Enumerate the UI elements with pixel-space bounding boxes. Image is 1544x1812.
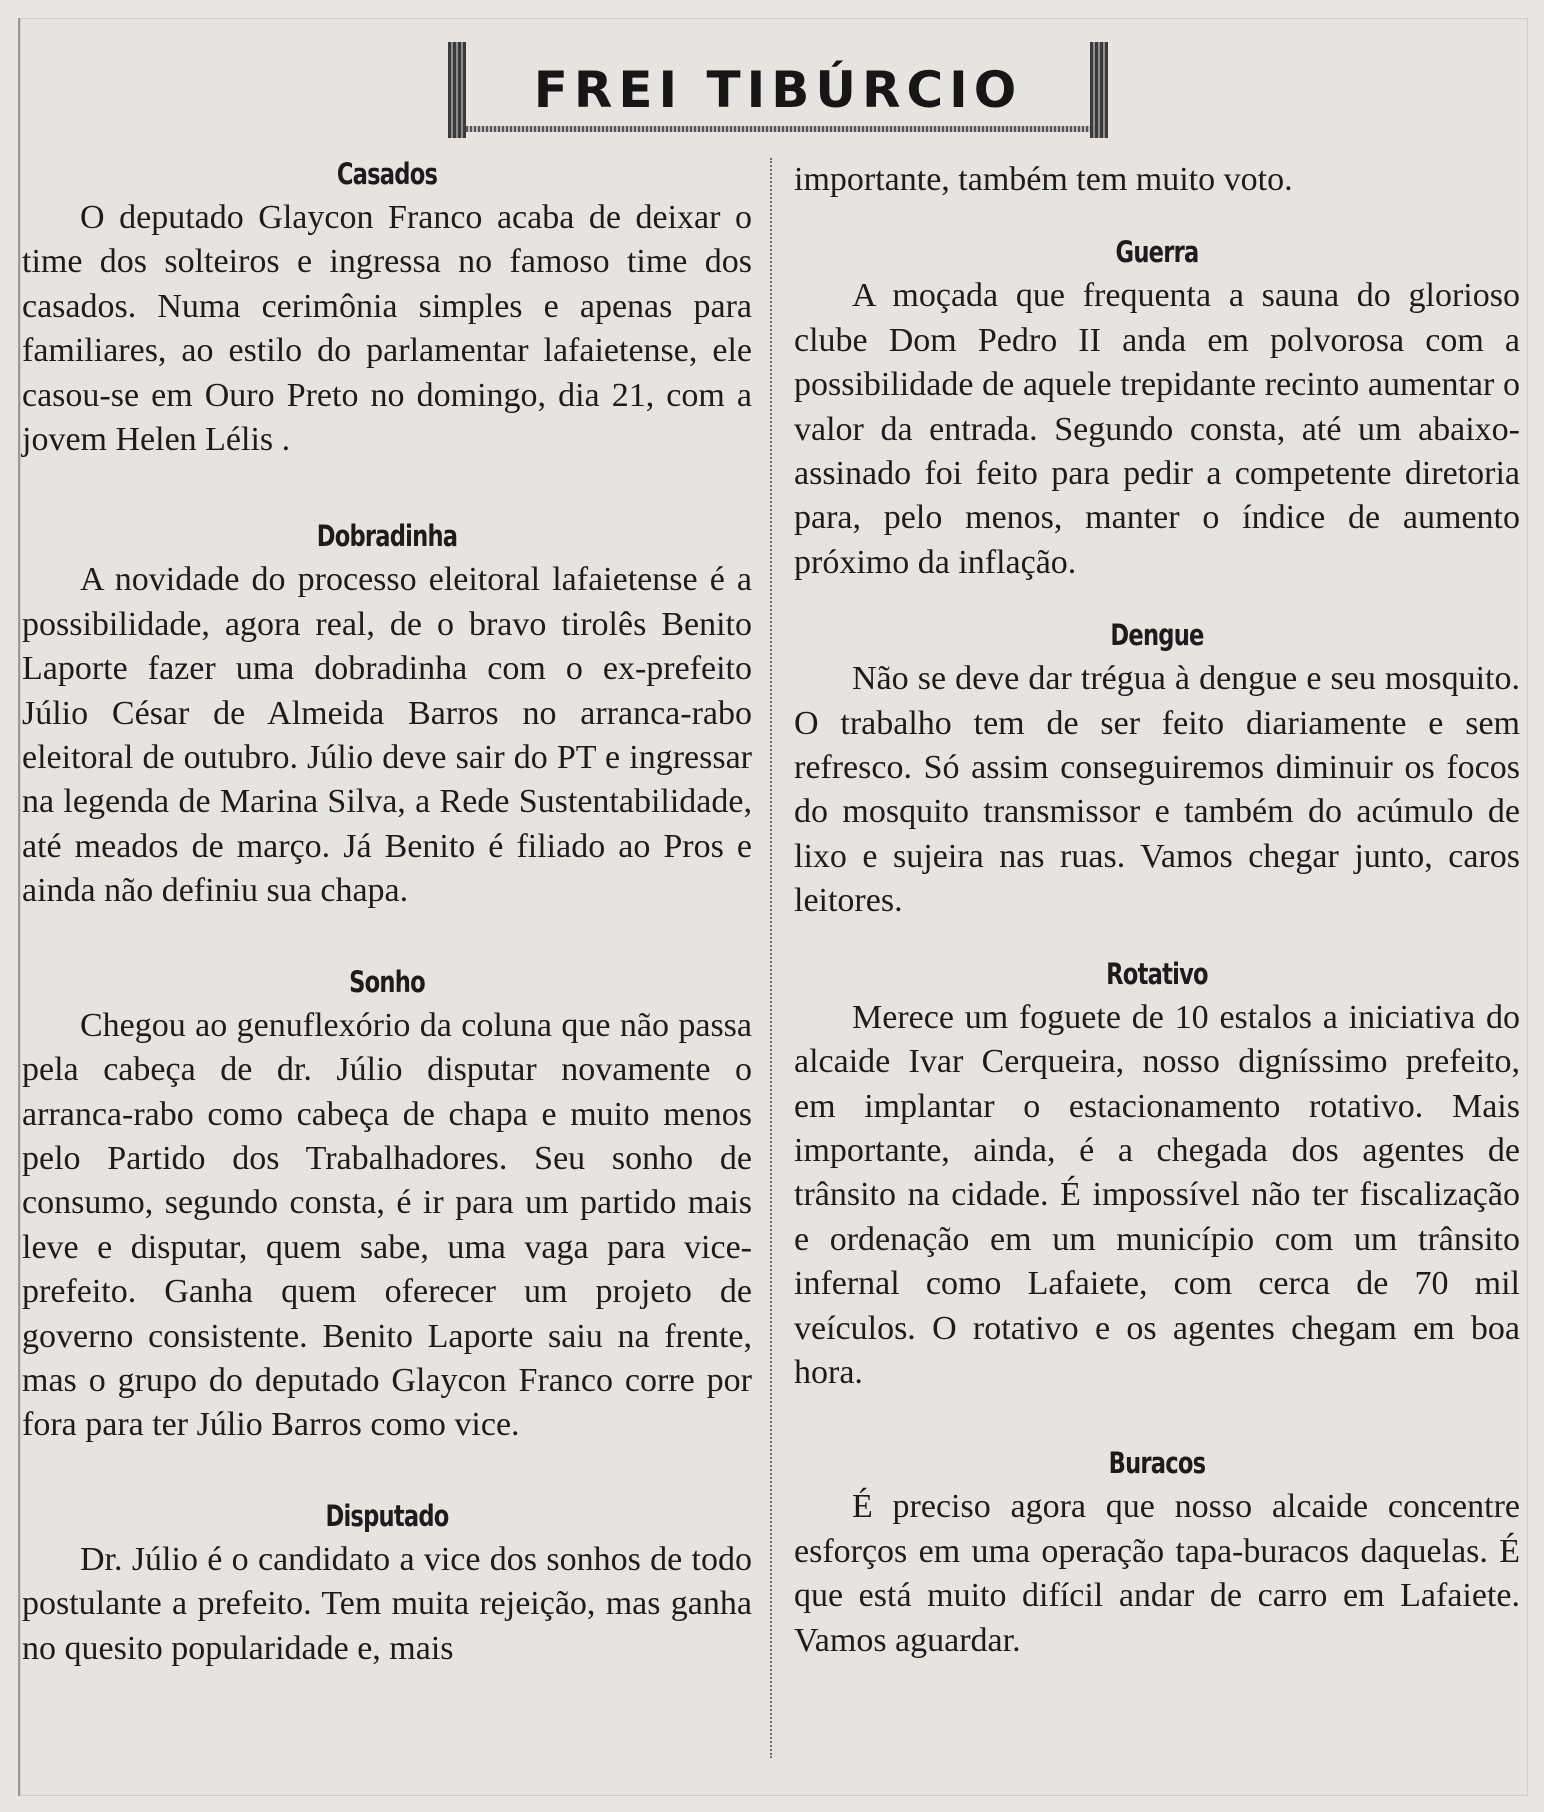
section-paragraph: Chegou ao genuflexório da coluna que não passa pela cabeça de dr. Júlio disputar novamente o arranca-rabo como cabeça de chapa e muito menos pelo Partido dos Trabalhadores. Seu sonho de consumo, segundo consta, é ir para um partido mais leve e disputar, quem sabe, uma vaga para vice-prefeito. Ganha quem oferecer um projeto de governo consistente. Benito Laporte saiu na frente, mas o grupo do deputado Glaycon Franco corre por fora para ter Júlio Barros como vice. [22, 1006, 752, 1444]
section-heading: Dobradinha [316, 519, 458, 554]
section-heading: Disputado [325, 1498, 449, 1533]
section-heading: Buracos [1108, 1446, 1206, 1481]
section-disputado-continued [794, 158, 1520, 202]
section-casados [22, 152, 752, 462]
section-paragraph: É preciso agora que nosso alcaide concentre esforços em uma operação tapa-buracos daquelas. É que está muito difícil andar de carro em Lafaiete. Vamos aguardar. [794, 1488, 1520, 1659]
masthead-rule [466, 126, 1090, 132]
column-divider [770, 158, 772, 1758]
section-paragraph: A novidade do processo eleitoral lafaietense é a possibilidade, agora real, de o bravo tirolês Benito Laporte fazer uma dobradinha com o ex-prefeito Júlio César de Almeida Barros no arranca-rabo eleitoral de outubro. Júlio deve sair do PT e ingressar na legenda de Marina Silva, a Rede Sustentabilidade, até meados de março. Já Benito é filiado ao Pros e ainda não definiu sua chapa. [22, 561, 752, 910]
left-column [22, 152, 752, 1671]
section-disputado [22, 1494, 752, 1671]
section-heading: Rotativo [1106, 956, 1208, 991]
masthead-left-bar [448, 42, 466, 138]
section-paragraph: Merece um foguete de 10 estalos a iniciativa do alcaide Ivar Cerqueira, nosso digníssimo prefeito, em implantar o estacionamento rotativo. Mais importante, ainda, é a chegada dos agentes de trânsito na cidade. É impossível não ter fiscalização e ordenação em um município com um trânsito infernal como Lafaiete, com cerca de 70 mil veículos. O rotativo e os agentes chegam em boa hora. [794, 998, 1520, 1391]
column-title: FREI TIBÚRCIO [533, 61, 1023, 119]
section-paragraph: Dr. Júlio é o candidato a vice dos sonhos de todo postulante a prefeito. Tem muita rejeição, mas ganha no quesito popularidade e, mais [22, 1540, 752, 1667]
continuation-text: importante, também tem muito voto. [794, 161, 1293, 198]
section-heading: Casados [336, 157, 438, 191]
column-masthead [448, 42, 1108, 138]
section-rotativo [794, 952, 1520, 1396]
section-paragraph: O deputado Glaycon Franco acaba de deixar o time dos solteiros e ingressa no famoso time dos casados. Numa cerimônia simples e apenas para familiares, ao estilo do parlamentar lafaietense, ele casou-se em Ouro Preto no domingo, dia 21, com a jovem Helen Lélis . [22, 199, 752, 459]
section-heading: Guerra [1115, 235, 1199, 270]
section-guerra [794, 230, 1520, 585]
section-paragraph: Não se deve dar trégua à dengue e seu mosquito. O trabalho tem de ser feito diariamente e sem refresco. Só assim conseguiremos diminuir os focos do mosquito transmissor e também do acúmulo de lixo e sujeira nas ruas. Vamos chegar junto, caros leitores. [794, 660, 1520, 920]
section-paragraph: A moçada que frequenta a sauna do glorioso clube Dom Pedro II anda em polvorosa com a possibilidade de aquele trepidante recinto aumentar o valor da entrada. Segundo consta, até um abaixo-assinado foi feito para pedir a competente diretoria para, pelo menos, manter o índice de aumento próximo da inflação. [794, 277, 1520, 581]
section-buracos [794, 1441, 1520, 1663]
section-dobradinha [22, 514, 752, 913]
section-heading: Sonho [349, 964, 425, 999]
right-column [794, 158, 1520, 1663]
section-heading: Dengue [1110, 618, 1204, 653]
masthead-right-bar [1090, 42, 1108, 138]
section-sonho [22, 960, 752, 1448]
section-dengue [794, 613, 1520, 923]
